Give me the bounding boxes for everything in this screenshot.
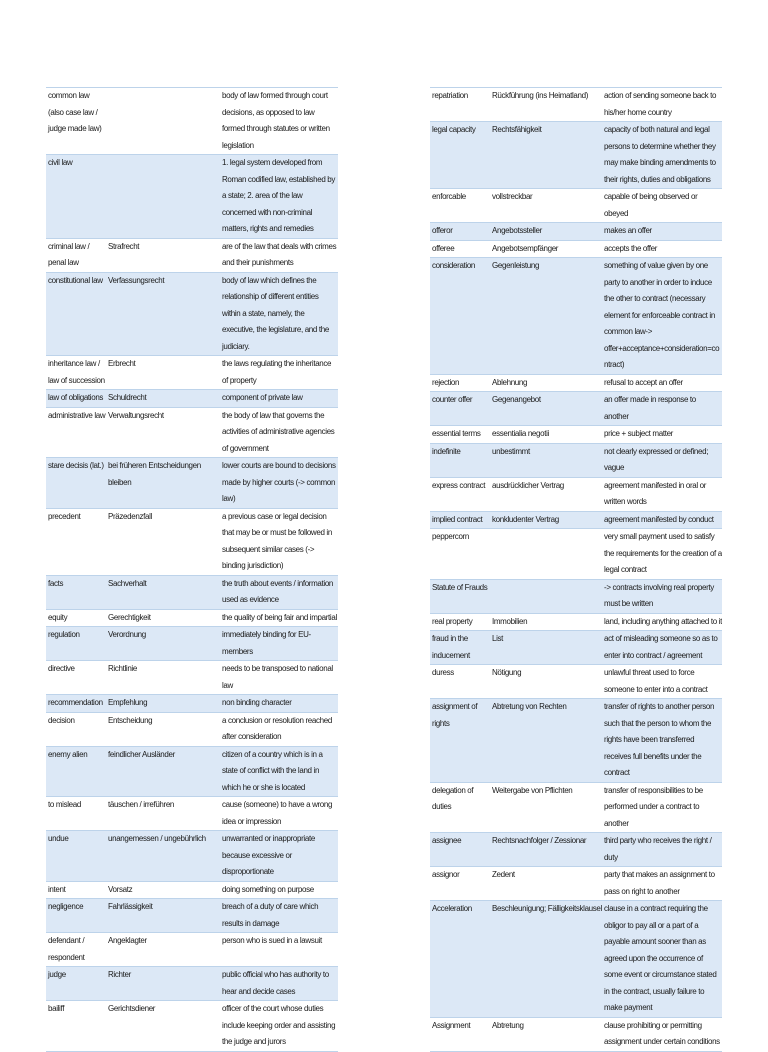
- table-row: [46, 407, 338, 458]
- table-row: [46, 1001, 338, 1052]
- term-cell: implied contract: [432, 514, 483, 524]
- table-row: [46, 712, 338, 746]
- definition-cell: unlawful threat used to force someone to enter into a contract: [604, 668, 708, 694]
- table-row: [430, 665, 722, 699]
- table-row: [46, 661, 338, 695]
- german-term-cell: Strafrecht: [108, 241, 140, 251]
- term-cell: assignee: [432, 836, 462, 845]
- german-term-cell: Gerechtigkeit: [108, 612, 151, 622]
- german-term-cell: List: [492, 634, 504, 643]
- definition-cell: needs to be transposed to national law: [222, 664, 333, 690]
- term-cell: directive: [48, 664, 75, 673]
- german-term-cell: Rechtsnachfolger / Zessionar: [492, 836, 587, 845]
- german-term-cell: [106, 155, 220, 239]
- table-row: [430, 122, 722, 189]
- definition-cell: body of law which defines the relationship of different entities within a state, namely, the executive, the legislature, and the judiciary.: [222, 275, 329, 351]
- table-row: [430, 374, 722, 392]
- term-cell: assignor: [432, 870, 460, 879]
- term-cell: recommendation: [48, 698, 103, 707]
- german-term-cell: [490, 529, 602, 580]
- german-term-cell: Gerichtsdiener: [108, 1004, 156, 1013]
- term-cell: consideration: [432, 261, 476, 270]
- german-term-cell: täuschen / irreführen: [108, 800, 175, 809]
- definition-cell: the quality of being fair and impartial: [222, 612, 337, 622]
- definition-cell: not clearly expressed or defined; vague: [604, 446, 709, 472]
- german-term-cell: [106, 88, 220, 155]
- german-term-cell: Abtretung von Rechten: [492, 702, 567, 711]
- german-term-cell: essentialia negotii: [492, 429, 549, 438]
- term-cell: criminal law / penal law: [48, 241, 90, 267]
- definition-cell: capacity of both natural and legal persons to determine whether they may make binding amendments to their rights, duties and obligations: [604, 125, 716, 184]
- term-cell: law of obligations: [48, 393, 104, 402]
- german-term-cell: Nötigung: [492, 668, 522, 677]
- definition-cell: 1. legal system developed from Roman codified law, established by a state; 2. area of the law concerned with non-criminal matters, rights and remedies: [222, 158, 336, 233]
- german-term-cell: Gegenangebot: [492, 395, 541, 404]
- definition-cell: the truth about events / information used as evidence: [222, 578, 334, 604]
- german-term-cell: Beschleunigung; Fälligkeitsklausel: [492, 904, 602, 913]
- german-term-cell: Angebotssteller: [492, 226, 542, 235]
- table-row: [46, 575, 338, 609]
- table-row: [430, 240, 722, 258]
- table-row: [46, 627, 338, 661]
- term-cell: intent: [48, 884, 66, 894]
- definition-cell: lower courts are bound to decisions made by higher courts (-> common law): [222, 461, 336, 503]
- table-row: [46, 508, 338, 575]
- definition-cell: makes an offer: [604, 226, 652, 235]
- german-term-cell: Präzedenzfall: [108, 511, 152, 521]
- table-row: [430, 258, 722, 375]
- term-cell: inheritance law / law of succession: [48, 359, 105, 385]
- german-term-cell: Schuldrecht: [108, 393, 147, 402]
- german-term-cell: unangemessen / ungebührlich: [108, 834, 206, 843]
- definition-cell: breach of a duty of care which results in damage: [222, 902, 319, 928]
- term-cell: enemy alien: [48, 749, 88, 759]
- german-term-cell: Richter: [108, 970, 131, 979]
- german-term-cell: unbestimmt: [492, 446, 530, 456]
- table-row: [430, 631, 722, 665]
- definition-cell: non binding character: [222, 698, 292, 707]
- german-term-cell: feindlicher Ausländer: [108, 749, 175, 759]
- german-term-cell: Gegenleistung: [492, 261, 540, 270]
- term-cell: fraud in the inducement: [432, 634, 470, 660]
- table-row: [430, 189, 722, 223]
- table-row: [430, 579, 722, 613]
- german-term-cell: Verordnung: [108, 630, 146, 639]
- table-row: [46, 831, 338, 882]
- german-term-cell: vollstreckbar: [492, 192, 533, 201]
- german-term-cell: [490, 579, 602, 613]
- term-cell: undue: [48, 834, 69, 843]
- glossary-table-left: [46, 87, 338, 1052]
- term-cell: negligence: [48, 902, 84, 911]
- definition-cell: person who is sued in a lawsuit: [222, 936, 322, 945]
- term-cell: to mislead: [48, 800, 81, 809]
- term-cell: delegation of duties: [432, 785, 474, 811]
- term-cell: indefinite: [432, 446, 461, 456]
- term-cell: decision: [48, 715, 75, 725]
- definition-cell: are of the law that deals with crimes and their punishments: [222, 241, 337, 267]
- term-cell: defendant / respondent: [48, 936, 85, 962]
- table-row: [430, 833, 722, 867]
- table-row: [430, 782, 722, 833]
- term-cell: legal capacity: [432, 125, 476, 134]
- table-row: [46, 746, 338, 797]
- term-cell: administrative law: [48, 410, 106, 420]
- table-row: [430, 426, 722, 444]
- term-cell: bailiff: [48, 1004, 65, 1013]
- german-term-cell: Empfehlung: [108, 698, 148, 707]
- table-row: [46, 238, 338, 272]
- german-term-cell: Angeklagter: [108, 936, 147, 945]
- term-cell: counter offer: [432, 395, 473, 404]
- german-term-cell: Rückführung (ins Heimatland): [492, 91, 589, 100]
- table-row: [46, 933, 338, 967]
- term-cell: offeree: [432, 243, 455, 253]
- german-term-cell: Sachverhalt: [108, 578, 147, 588]
- table-row: [430, 901, 722, 1018]
- german-term-cell: Ablehnung: [492, 377, 528, 387]
- term-cell: Statute of Frauds: [432, 582, 488, 592]
- term-cell: common law (also case law / judge made law): [48, 91, 102, 133]
- term-cell: repatriation: [432, 91, 468, 100]
- table-row: [46, 356, 338, 390]
- table-row: [46, 797, 338, 831]
- german-term-cell: Weitergabe von Pflichten: [492, 785, 573, 795]
- term-cell: essential terms: [432, 429, 481, 438]
- term-cell: Acceleration: [432, 904, 472, 913]
- definition-cell: clause in a contract requiring the obligor to pay all or a part of a payable amount sooner than as agreed upon the occurrence of some event or circumstance stated in the contract, usually failure to make payment: [604, 904, 717, 1012]
- german-term-cell: Zedent: [492, 870, 515, 879]
- definition-cell: citizen of a country which is in a state of conflict with the land in which he or she is located: [222, 749, 323, 792]
- definition-cell: unwarranted or inappropriate because excessive or disproportionate: [222, 834, 315, 876]
- term-cell: constitutional law: [48, 275, 103, 285]
- table-row: [46, 155, 338, 239]
- definition-cell: body of law formed through court decisions, as opposed to law formed through statutes or written legislation: [222, 91, 330, 150]
- table-row: [430, 223, 722, 241]
- german-term-cell: Erbrecht: [108, 359, 136, 368]
- table-row: [430, 699, 722, 783]
- term-cell: assignment of rights: [432, 702, 478, 728]
- term-cell: offeror: [432, 226, 453, 235]
- table-row: [46, 609, 338, 627]
- table-row: [430, 443, 722, 477]
- table-row: [46, 695, 338, 713]
- term-cell: judge: [48, 970, 66, 979]
- table-row: [430, 613, 722, 631]
- term-cell: equity: [48, 612, 68, 622]
- table-row: [430, 529, 722, 580]
- definition-cell: refusal to accept an offer: [604, 377, 683, 387]
- definition-cell: the laws regulating the inheritance of property: [222, 359, 332, 385]
- german-term-cell: Verfassungsrecht: [108, 275, 165, 285]
- term-cell: duress: [432, 668, 454, 677]
- definition-cell: transfer of rights to another person such that the person to whom the rights have been transferred receives full benefits under the contract: [604, 702, 715, 777]
- table-row: [430, 477, 722, 511]
- definition-cell: accepts the offer: [604, 243, 658, 253]
- definition-cell: officer of the court whose duties include keeping order and assisting the judge and jurors: [222, 1004, 336, 1046]
- table-row: [46, 272, 338, 356]
- definition-cell: land, including anything attached to it: [604, 616, 722, 626]
- definition-cell: component of private law: [222, 393, 303, 402]
- table-row: [430, 1017, 722, 1051]
- definition-cell: immediately binding for EU-members: [222, 630, 311, 656]
- term-cell: express contract: [432, 480, 486, 490]
- glossary-table-body: [430, 88, 722, 1052]
- german-term-cell: Fahrlässigkeit: [108, 902, 153, 911]
- definition-cell: cause (someone) to have a wrong idea or impression: [222, 800, 333, 826]
- definition-cell: very small payment used to satisfy the requirements for the creation of a legal contract: [604, 532, 722, 574]
- german-term-cell: bei früheren Entscheidungen bleiben: [108, 461, 201, 487]
- term-cell: stare decisis (lat.): [48, 461, 104, 470]
- german-term-cell: Rechtsfähigkeit: [492, 125, 542, 134]
- glossary-table-body: [46, 88, 338, 1052]
- definition-cell: a conclusion or resolution reached after consideration: [222, 715, 332, 741]
- german-term-cell: Angebotsempfänger: [492, 243, 559, 253]
- definition-cell: capable of being observed or obeyed: [604, 192, 698, 218]
- german-term-cell: ausdrücklicher Vertrag: [492, 480, 564, 490]
- definition-cell: a previous case or legal decision that may be or must be followed in subsequent similar cases (-> binding jurisdiction): [222, 511, 332, 570]
- german-term-cell: konkludenter Vertrag: [492, 514, 559, 524]
- table-row: [46, 88, 338, 155]
- definition-cell: something of value given by one party to another in order to induce the other to contract (necessary element for enforceable contract in common law-> offer+acceptance+consideration=contract): [604, 261, 720, 369]
- table-row: [46, 899, 338, 933]
- definition-cell: transfer of responsibilities to be performed under a contract to another: [604, 785, 703, 828]
- definition-cell: the body of law that governs the activities of administrative agencies of government: [222, 410, 335, 453]
- table-row: [430, 511, 722, 529]
- german-term-cell: Vorsatz: [108, 884, 133, 894]
- table-row: [430, 867, 722, 901]
- table-row: [430, 392, 722, 426]
- german-term-cell: Abtretung: [492, 1020, 524, 1030]
- definition-cell: third party who receives the right / duty: [604, 836, 712, 862]
- term-cell: regulation: [48, 630, 80, 639]
- german-term-cell: Richtlinie: [108, 664, 137, 673]
- term-cell: Assignment: [432, 1020, 471, 1030]
- definition-cell: doing something on purpose: [222, 884, 314, 894]
- definition-cell: agreement manifested by conduct: [604, 514, 714, 524]
- german-term-cell: Entscheidung: [108, 715, 153, 725]
- table-row: [46, 967, 338, 1001]
- term-cell: peppercorn: [432, 532, 469, 541]
- definition-cell: -> contracts involving real property must be written: [604, 582, 714, 608]
- definition-cell: price + subject matter: [604, 429, 673, 438]
- table-row: [46, 390, 338, 408]
- term-cell: rejection: [432, 377, 460, 387]
- table-row: [46, 458, 338, 509]
- term-cell: enforcable: [432, 192, 466, 201]
- definition-cell: act of misleading someone so as to enter into contract / agreement: [604, 634, 718, 660]
- term-cell: facts: [48, 578, 64, 588]
- term-cell: real property: [432, 616, 473, 626]
- german-term-cell: Immobilien: [492, 616, 528, 626]
- definition-cell: public official who has authority to hear and decide cases: [222, 970, 329, 996]
- definition-cell: agreement manifested in oral or written words: [604, 480, 707, 506]
- definition-cell: an offer made in response to another: [604, 395, 696, 421]
- glossary-table-right: [430, 87, 722, 1052]
- german-term-cell: Verwaltungsrecht: [108, 410, 164, 420]
- definition-cell: clause prohibiting or permitting assignment under certain conditions: [604, 1020, 720, 1046]
- definition-cell: party that makes an assignment to pass on right to another: [604, 870, 715, 896]
- table-row: [46, 881, 338, 899]
- term-cell: precedent: [48, 511, 81, 521]
- term-cell: civil law: [48, 158, 73, 167]
- definition-cell: action of sending someone back to his/her home country: [604, 91, 717, 117]
- table-row: [430, 88, 722, 122]
